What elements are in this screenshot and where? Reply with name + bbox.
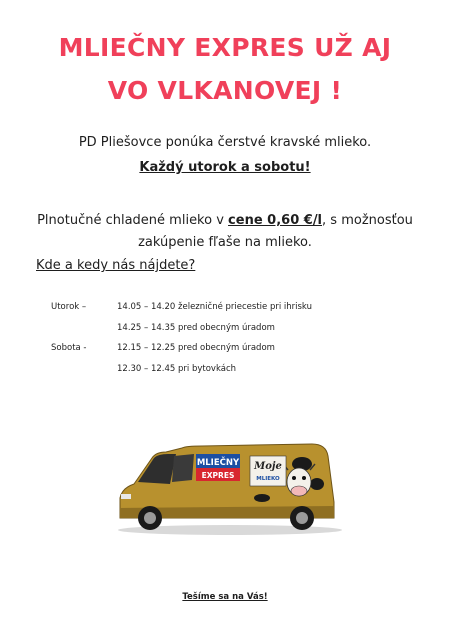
van-logo-line1: MLIEČNY xyxy=(196,458,240,468)
schedule-time: 14.25 – 14.35 pred obecným úradom xyxy=(117,323,275,333)
headline-line-1: MLIEČNY EXPRES UŽ AJ xyxy=(58,33,392,62)
schedule-time: 14.05 – 14.20 železničné priecestie pri ihrisku xyxy=(117,302,312,312)
schedule-day: Sobota - xyxy=(51,343,87,353)
bottle-text: zakúpenie fľaše na mlieko. xyxy=(138,235,312,250)
footer-text: Tešíme sa na Vás! xyxy=(182,592,268,602)
schedule-time: 12.30 – 12.45 pri bytovkách xyxy=(117,364,237,374)
van-logo-line2: EXPRES xyxy=(201,471,235,480)
schedule-day: Utorok – xyxy=(51,302,87,312)
headline-line-2: VO VLKANOVEJ ! xyxy=(107,76,343,105)
van-moje-label: Moje xyxy=(254,461,282,472)
milk-after-price: , s možnosťou xyxy=(322,213,413,228)
milk-before-price: Plnotučné chladené mlieko v xyxy=(37,213,229,228)
offer-text: PD Pliešovce ponúka čerstvé kravské mlieko. xyxy=(78,135,372,150)
days-text: Každý utorok a sobotu! xyxy=(139,160,311,175)
milk-price: cene 0,60 €/l xyxy=(228,213,323,228)
van-mlieko-label: MLIEKO xyxy=(256,476,280,482)
schedule-time: 12.15 – 12.25 pred obecným úradom xyxy=(117,343,275,353)
where-heading: Kde a kedy nás nájdete? xyxy=(36,258,196,273)
milk-price-line xyxy=(0,213,450,228)
milk-van-image xyxy=(112,436,342,536)
